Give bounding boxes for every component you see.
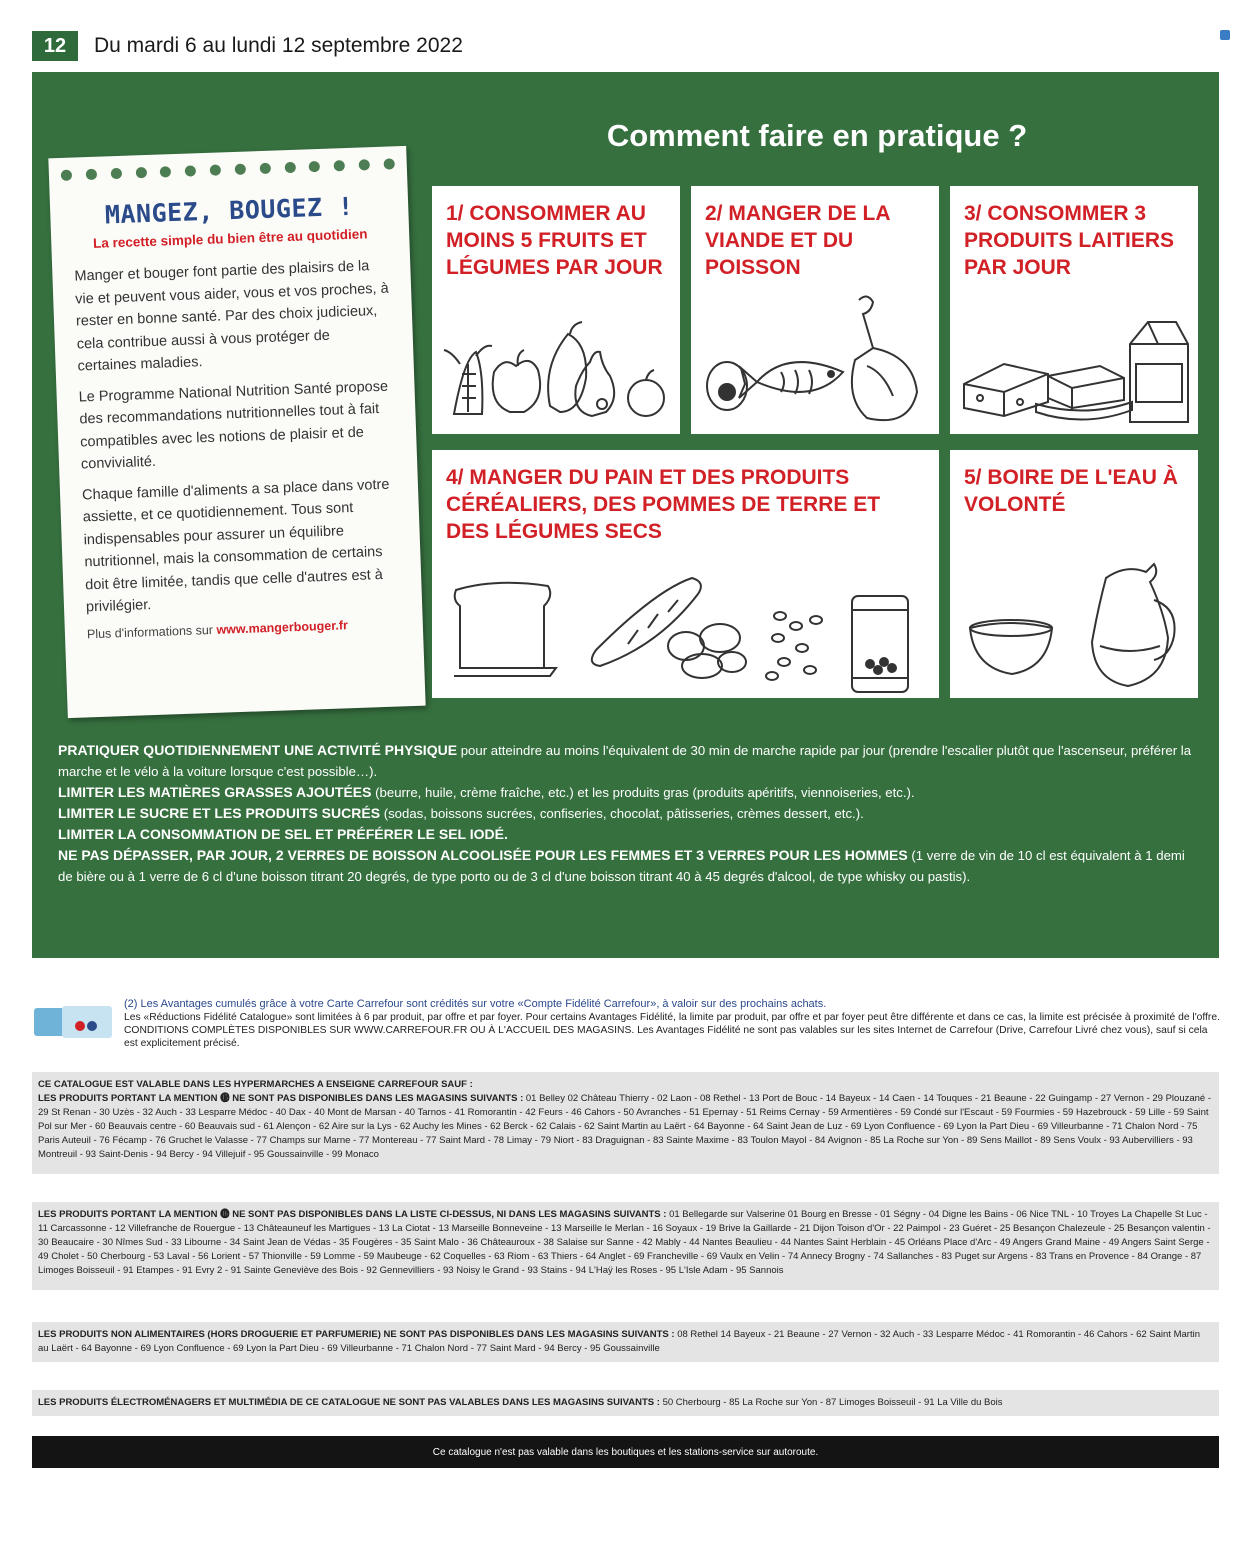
card-water [950,450,1198,698]
note-paragraph: Manger et bouger font partie des plaisirs de la vie et peuvent vous aider, vous et vos proches, à rester en bonne santé. Par des choix judicieux, cela contribue aussi à vous protéger de certaines maladies. [74,258,389,375]
page-number: 12 [32,31,78,61]
card-title: 5/ BOIRE DE L'EAU À VOLONTÉ [964,466,1178,516]
rule-bold: LIMITER LES MATIÈRES GRASSES AJOUTÉES [58,784,372,800]
mangerbouger-link[interactable]: www.mangerbouger.fr [216,617,349,637]
store-notice-list: 01 Belley 02 Château Thierry - 02 Laon - 08 Rethel - 13 Port de Bouc - 14 Bayeux - 14 Caen - 14 Touques - 21 Beaune - 22 Guingamp - 27 Vernon - 29 Plouzané - 29 St Renan - 30 Uzès - 32 Auch - 33 Lesparre Médoc - 40 Dax - 40 Mont de Marsan - 40 Tarnos - 41 Romorantin - 42 Feurs - 46 Cahors - 50 Avranches - 51 Epernay - 51 Reims Cernay - 59 Armentières - 59 Condé sur l'Escaut - 59 Fourmies - 59 Hazebrouck - 59 Lille - 59 Saint Pol sur Mer - 60 Beauvais centre - 60 Beauvais sud - 61 Alençon - 62 Aire sur la Lys - 62 Auchy les Mines - 62 Berck - 62 Calais - 62 Saint Martin au Laërt - 64 Bayonne - 64 Saint Jean de Luz - 69 Lyon Confluence - 69 Lyon la Part Dieu - 69 Villeurbanne - 71 Chalon Nord - 75 Paris Auteuil - 76 Fécamp - 76 Gruchet le Valasse - 77 Champs sur Marne - 77 Montereau - 77 Saint Mard - 78 Limay - 79 Niort - 83 Draguignan - 83 Sainte Maxime - 83 Toulon Mayol - 84 Avignon - 85 La Roche sur Yon - 89 Sens Maillot - 89 Sens Voulx - 93 Aubervilliers - 93 Montreuil - 93 Saint-Denis - 94 Bercy - 94 Villejuif - 95 Goussainville - 99 Monaco [38,1093,1212,1160]
rule-bold: LIMITER LE SUCRE ET LES PRODUITS SUCRÉS [58,805,381,821]
card-fruits-vegetables [432,186,680,434]
rule-text: (1 verre de vin de 10 cl est équivalent à 1 demi de bière ou à 1 verre de 6 cl d'une boisson titrant 20 degrés, de type porto ou de 3 cl d'une boisson titrant 40 à 45 degrés d'alcool, de type whisky ou pastis). [58,848,1185,884]
fruits-vegetables-icon [432,294,680,434]
meat-fish-icon [691,274,939,434]
card-dairy [950,186,1198,434]
rule-text: pour atteindre au moins l'équivalent de 30 min de marche rapide par jour (prendre l'escalier plutôt que l'ascenseur, préférer la marche et le vélo à la voiture lorsque c'est possible…). [58,743,1192,779]
store-notice-main [32,1072,1219,1174]
rule-text: (beurre, huile, crème fraîche, etc.) et les produits gras (produits apéritifs, viennoiseries, etc.). [371,785,915,800]
card-title: 3/ CONSOMMER 3 PRODUITS LAITIERS PAR JOUR [964,202,1175,279]
store-notice-head: CE CATALOGUE EST VALABLE DANS LES HYPERMARCHES A ENSEIGNE CARREFOUR SAUF : LES PRODUITS PORTANT LA MENTION ⓯ NE SONT PAS DISPONIBLES DANS LES MAGASINS SUIVANTS : [38,1079,524,1104]
footer-bar [32,1436,1219,1468]
note-card [48,146,425,718]
page-header [32,30,463,62]
card-bread-cereals [432,450,939,698]
note-subtitle: La recette simple du bien être au quotidien [92,226,368,251]
card-title: 4/ MANGER DU PAIN ET DES PRODUITS CÉRÉALIERS, DES POMMES DE TERRE ET DES LÉGUMES SECS [446,466,881,543]
loyalty-card-icon [32,1004,118,1040]
note-more-info [87,616,401,641]
rule-item [58,740,1198,782]
bread-cereals-icon [432,558,939,698]
loyalty-line: Les «Réductions Fidélité Catalogue» sont limitées à 6 par produit, par offre et par foyer. Pour certains Avantages Fidélité, la limite par produit, par offre et par foyer peut être différente et dans ce cas, la limite est précisée à proximité de l'offre. [124,1012,1220,1023]
rule-bold: PRATIQUER QUOTIDIENNEMENT UNE ACTIVITÉ PHYSIQUE [58,742,458,758]
rule-item [58,824,1198,845]
card-title: 1/ CONSOMMER AU MOINS 5 FRUITS ET LÉGUMES PAR JOUR [446,202,663,279]
rule-item [58,845,1198,887]
rule-item [58,782,1198,803]
loyalty-line: CONDITIONS COMPLÈTES DISPONIBLES SUR WWW.CARREFOUR.FR OU À L'ACCUEIL DES MAGASINS. Les Avantages Fidélité ne sont pas valables sur les sites Internet de Carrefour (Drive, Carrefour Livré chez vous), sauf si cela est explicitement précisé. [124,1025,1208,1049]
store-notice-electronics [32,1390,1219,1416]
dairy-icon [950,294,1198,434]
note-binding-holes [61,158,395,181]
note-title: MANGEZ, BOUGEZ ! [104,191,355,230]
water-jug-icon [950,548,1198,698]
more-info-label: Plus d'informations sur [86,622,214,641]
loyalty-notice [28,998,1224,1050]
corner-mark-icon [1220,30,1230,40]
note-paragraph: Le Programme National Nutrition Santé propose des recommandations nutritionnelles tout à fait compatibles avec les notions de plaisir et de convivialité. [78,378,389,473]
rule-item [58,803,1198,824]
store-notice-list: 01 Bellegarde sur Valserine 01 Bourg en Bresse - 01 Ségny - 04 Digne les Bains - 06 Nice TNL - 10 Troyes La Chapelle St Luc - 11 Carcassonne - 12 Villefranche de Rouergue - 13 Châteauneuf les Martigues - 13 La Ciotat - 13 Marseille Bonneveine - 13 Marseille le Merlan - 16 Soyaux - 19 Brive la Gaillarde - 21 Dijon Toison d'Or - 22 Paimpol - 23 Guéret - 25 Besançon Chalezeule - 25 Besançon valentin - 30 Beaucaire - 30 Nîmes Sud - 33 Libourne - 34 Saint Jean de Védas - 35 Fougères - 35 Saint Malo - 36 Châteauroux - 38 Salaise sur Sanne - 42 Mably - 44 Nantes Beaulieu - 44 Nantes Saint Herblain - 45 Orléans Place d'Arc - 49 Angers Grand Maine - 49 Angers Saint Serge - 49 Cholet - 50 Cherbourg - 53 Laval - 56 Lorient - 57 Thionville - 59 Lomme - 59 Maubeuge - 62 Coquelles - 63 Riom - 63 Thiers - 64 Anglet - 69 Francheville - 69 Vaulx en Velin - 74 Annecy Brogny - 74 Sallanches - 83 Puget sur Argens - 83 Trans en Provence - 84 Orange - 87 Limoges Boisseuil - 91 Etampes - 91 Evry 2 - 91 Sainte Geneviève des Bois - 92 Gennevilliers - 93 Noisy le Grand - 93 Stains - 94 L'Haÿ les Roses - 95 L'Isle Adam - 95 Sannois [38,1209,1211,1276]
card-meat-fish [691,186,939,434]
rule-bold: NE PAS DÉPASSER, PAR JOUR, 2 VERRES DE BOISSON ALCOOLISÉE POUR LES FEMMES ET 3 VERRES POUR LES HOMMES [58,847,908,863]
loyalty-text [124,998,1224,1050]
store-notice-head: LES PRODUITS NON ALIMENTAIRES (HORS DROGUERIE ET PARFUMERIE) NE SONT PAS DISPONIBLES DANS LES MAGASINS SUIVANTS : [38,1329,675,1340]
loyalty-line: (2) Les Avantages cumulés grâce à votre Carte Carrefour sont crédités sur votre «Compte Fidélité Carrefour», à valoir sur des prochains achats. [124,998,827,1010]
store-notice-secondary [32,1202,1219,1290]
store-notice-list: 08 Rethel 14 Bayeux - 21 Beaune - 27 Vernon - 32 Auch - 33 Lesparre Médoc - 41 Romorantin - 46 Cahors - 62 Saint Martin au Laërt - 64 Bayonne - 69 Lyon Confluence - 69 Lyon la Part Dieu - 69 Villeurbanne - 71 Chalon Nord - 77 Saint Mard - 94 Bercy - 95 Goussainville [38,1329,1200,1354]
rule-bold: LIMITER LA CONSOMMATION DE SEL ET PRÉFÉRER LE SEL IODÉ. [58,826,508,842]
note-paragraph: Chaque famille d'aliments a sa place dans votre assiette, et ce quotidiennement. Tous sont indispensables pour assurer un équilibre nutritionnel, mais la consommation de certains doit être limitée, tandis que celle d'autres est à privilégier. [81,476,390,616]
card-title: 2/ MANGER DE LA VIANDE ET DU POISSON [705,202,890,279]
note-body [74,255,400,619]
rule-text: (sodas, boissons sucrées, confiseries, chocolat, pâtisseries, crèmes dessert, etc.). [380,806,864,821]
store-notice-head: LES PRODUITS ÉLECTROMÉNAGERS ET MULTIMÉDIA DE CE CATALOGUE NE SONT PAS VALABLES DANS LES MAGASINS SUIVANTS : [38,1397,660,1408]
store-notice-list: 50 Cherbourg - 85 La Roche sur Yon - 87 Limoges Boisseuil - 91 La Ville du Bois [662,1397,1003,1408]
section-title: Comment faire en pratique ? [606,118,1028,153]
store-notice-head: LES PRODUITS PORTANT LA MENTION ⓰ NE SONT PAS DISPONIBLES DANS LA LISTE CI-DESSUS, NI DANS LES MAGASINS SUIVANTS : [38,1209,667,1220]
footer-text: Ce catalogue n'est pas valable dans les boutiques et les stations-service sur autoroute. [432,1446,819,1458]
date-range: Du mardi 6 au lundi 12 septembre 2022 [94,34,463,57]
store-notice-nonfood [32,1322,1219,1362]
rules-list [58,740,1198,887]
